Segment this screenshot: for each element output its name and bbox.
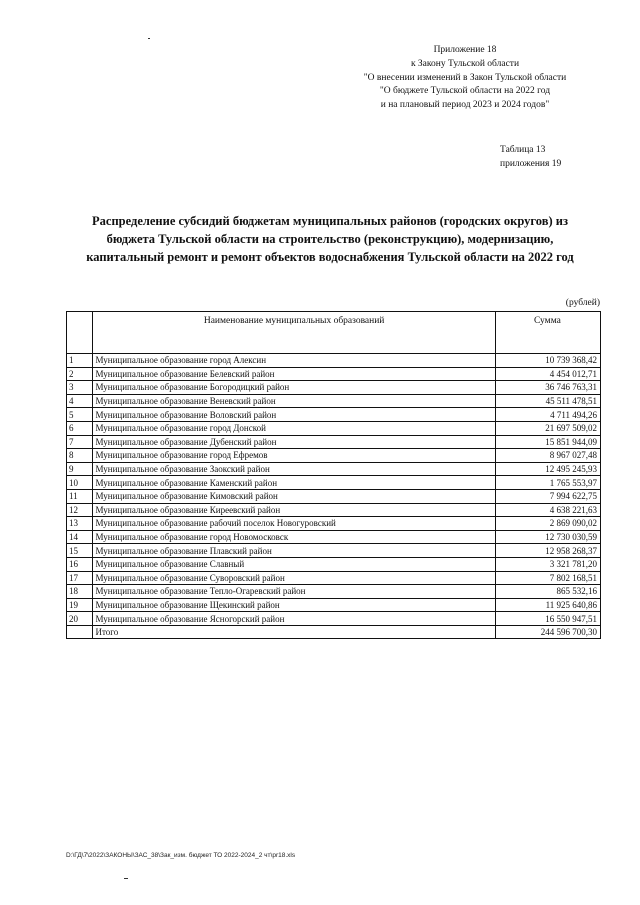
subsidy-amount: 16 550 947,51 [495,612,600,626]
table-row [67,612,601,626]
table-row [67,476,601,490]
header-sum-cell: Сумма [495,312,600,354]
header-line: и на плановый период 2023 и 2024 годов" [380,100,550,111]
header-line: "О бюджете Тульской области на 2022 год [379,86,551,97]
row-number: 17 [67,571,93,585]
row-number: 1 [67,354,93,368]
subsidy-table [66,311,601,639]
table-row [67,517,601,531]
row-number: 8 [67,449,93,463]
municipality-name: Муниципальное образование рабочий поселок Новогуровский [93,517,495,531]
municipality-name: Муниципальное образование город Новомосковск [93,530,495,544]
subsidy-amount: 12 495 245,93 [495,462,600,476]
subsidy-amount: 4 711 494,26 [495,408,600,422]
row-number: 13 [67,517,93,531]
total-num-cell [67,625,93,639]
row-number: 4 [67,394,93,408]
title-line: бюджета Тульской области на строительство (реконструкцию), модернизацию, [106,232,554,246]
table-row [67,408,601,422]
municipality-name: Муниципальное образование город Ефремов [93,449,495,463]
table-row [67,530,601,544]
row-number: 18 [67,585,93,599]
row-number: 7 [67,435,93,449]
header-name-cell: Наименование муниципальных образований [93,312,495,354]
table-row [67,421,601,435]
scan-speck [148,38,150,39]
subsidy-amount: 10 739 368,42 [495,354,600,368]
municipality-name: Муниципальное образование Киреевский район [93,503,495,517]
subsidy-amount: 7 802 168,51 [495,571,600,585]
table-row [67,489,601,503]
subsidy-amount: 45 511 478,51 [495,394,600,408]
table-row [67,544,601,558]
table-row [67,571,601,585]
table-body [67,354,601,626]
table-header-row [67,312,601,354]
table-number: Таблица 13 [500,145,546,155]
municipality-name: Муниципальное образование Щекинский район [93,598,495,612]
subsidy-amount: 36 746 763,31 [495,381,600,395]
appendix-ref: приложения 19 [500,158,562,169]
subsidy-amount: 21 697 509,02 [495,421,600,435]
subsidy-amount: 4 454 012,71 [495,367,600,381]
table-row [67,585,601,599]
subsidy-amount: 11 925 640,86 [495,598,600,612]
municipality-name: Муниципальное образование Белевский район [93,367,495,381]
municipality-name: Муниципальное образование Тепло-Огаревский район [93,585,495,599]
row-number: 5 [67,408,93,422]
subsidy-amount: 7 994 622,75 [495,489,600,503]
table-row [67,381,601,395]
units-label: (рублей) [565,298,600,308]
municipality-name: Муниципальное образование Ясногорский район [93,612,495,626]
municipality-name: Муниципальное образование Плавский район [93,544,495,558]
table-row [67,367,601,381]
municipality-name: Муниципальное образование город Алексин [93,354,495,368]
header-line: к Закону Тульской области [410,58,520,69]
document-title [60,212,600,266]
table-row [67,503,601,517]
subsidy-amount: 12 958 268,37 [495,544,600,558]
row-number: 6 [67,421,93,435]
table-row [67,354,601,368]
header-line: "О внесении изменений в Закон Тульской области [363,72,567,83]
municipality-name: Муниципальное образование Кимовский район [93,489,495,503]
total-label: Итого [93,625,495,639]
subsidy-amount: 865 532,16 [495,585,600,599]
table-row [67,462,601,476]
municipality-name: Муниципальное образование Дубенский район [93,435,495,449]
municipality-name: Муниципальное образование Славный [93,557,495,571]
file-path: D:\ГД\7\2022\ЗАКОНЫ\ЗАС_38\Зак_изм. бюджет ТО 2022-2024_2 чт\pr18.xls [66,852,296,859]
subsidy-amount: 2 869 090,02 [495,517,600,531]
row-number: 15 [67,544,93,558]
table-reference [500,144,590,171]
subsidy-amount: 8 967 027,48 [495,449,600,463]
subsidy-amount: 1 765 553,97 [495,476,600,490]
row-number: 2 [67,367,93,381]
table-row [67,394,601,408]
municipality-name: Муниципальное образование Богородицкий район [93,381,495,395]
table-row [67,598,601,612]
municipality-name: Муниципальное образование Заокский район [93,462,495,476]
table-row [67,435,601,449]
municipality-name: Муниципальное образование город Донской [93,421,495,435]
row-number: 9 [67,462,93,476]
row-number: 16 [67,557,93,571]
subsidy-amount: 12 730 030,59 [495,530,600,544]
municipality-name: Муниципальное образование Веневский район [93,394,495,408]
subsidy-amount: 4 638 221,63 [495,503,600,517]
row-number: 14 [67,530,93,544]
row-number: 10 [67,476,93,490]
municipality-name: Муниципальное образование Воловский район [93,408,495,422]
row-number: 11 [67,489,93,503]
header-line: Приложение 18 [433,45,497,55]
title-line: Распределение субсидий бюджетам муниципальных районов (городских округов) из [92,214,568,228]
table-row [67,449,601,463]
total-sum: 244 596 700,30 [495,625,600,639]
municipality-name: Муниципальное образование Суворовский район [93,571,495,585]
row-number: 20 [67,612,93,626]
header-num-cell [67,312,93,354]
total-row [67,625,601,639]
municipality-name: Муниципальное образование Каменский район [93,476,495,490]
row-number: 3 [67,381,93,395]
subsidy-amount: 3 321 781,20 [495,557,600,571]
row-number: 19 [67,598,93,612]
title-line: капитальный ремонт и ремонт объектов водоснабжения Тульской области на 2022 год [86,250,574,264]
subsidy-amount: 15 851 944,09 [495,435,600,449]
document-header [340,44,590,113]
row-number: 12 [67,503,93,517]
scan-speck [124,878,128,879]
table-row [67,557,601,571]
